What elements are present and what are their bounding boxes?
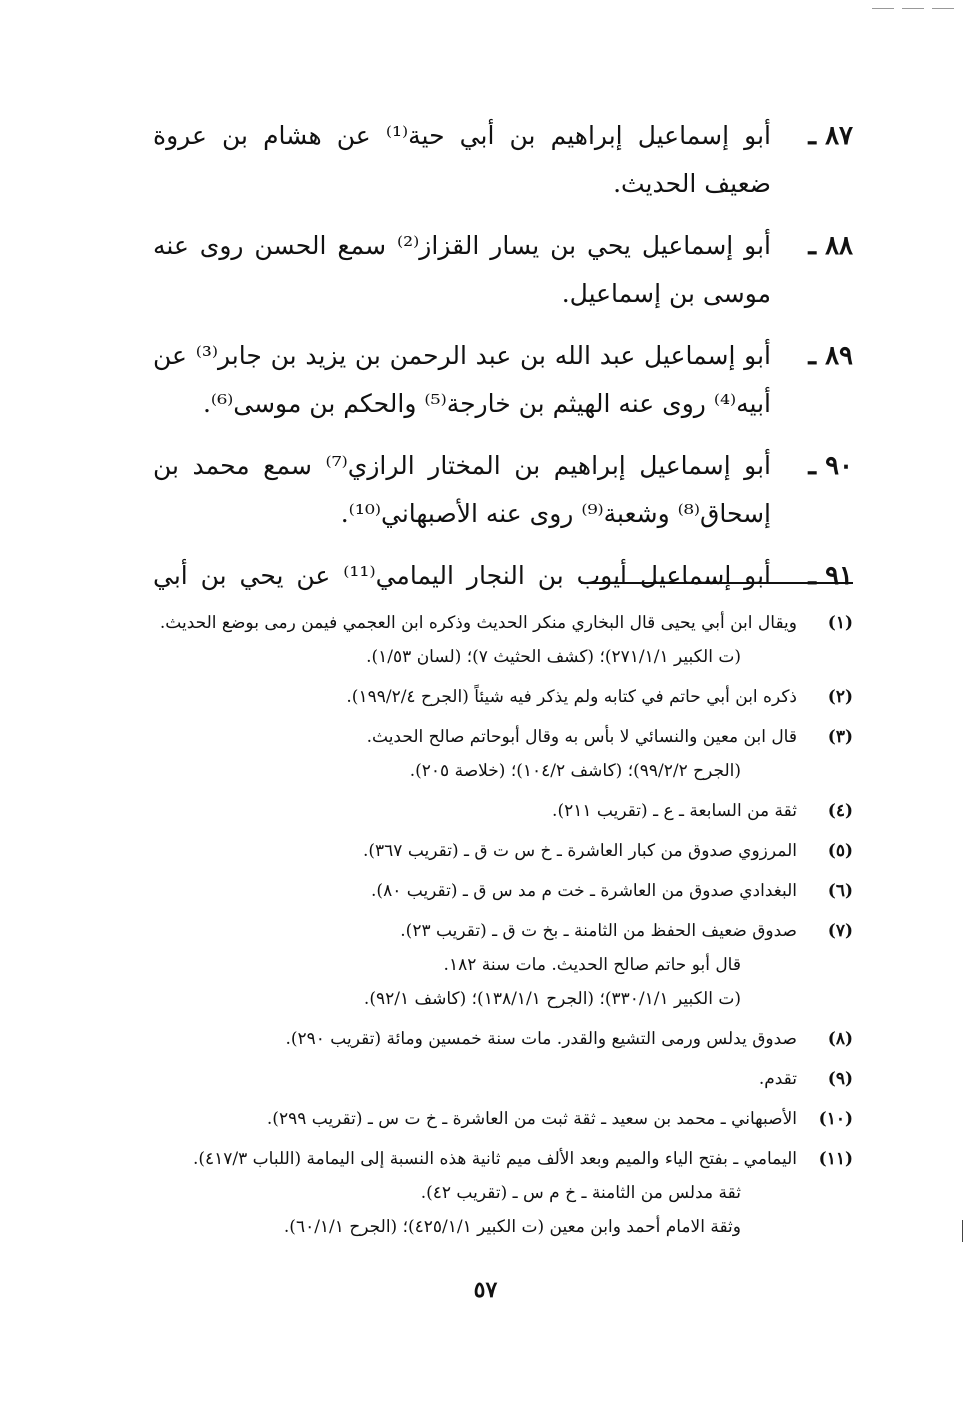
page-number: ٥٧: [473, 1277, 498, 1303]
entry-text: أبو إسماعيل يحي بن يسار القزاز⁽²⁾ سمع الحسن روى عنه موسى بن إسماعيل.: [153, 231, 771, 308]
footnote-number: (١١): [818, 1149, 853, 1169]
footnote-number: (٢): [827, 687, 853, 707]
footnote-line: صدوق يدلس ورمى التشيع والقدر. مات سنة خمسين ومائة (تقريب ٢٩٠).: [285, 1029, 797, 1049]
scan-mark: [962, 1220, 963, 1242]
footnote-5: [153, 834, 853, 868]
footnote-number: (٦): [827, 881, 853, 901]
entry-89: [153, 332, 853, 428]
footnote-line: (الجرح ٩٩/٢/٢)؛ (كاشف ١٠٤/٢)؛ (خلاصة ٢٠٥).: [409, 761, 741, 781]
footnote-line: المرزوي صدوق من كبار العاشرة ـ خ س ت ق ـ (تقريب ٣٦٧).: [362, 841, 797, 861]
footnote-separator: [581, 582, 853, 584]
footnote-8: [153, 1022, 853, 1056]
footnote-number: (١): [827, 613, 853, 633]
entry-text: أبو إسماعيل إبراهيم بن المختار الرازي⁽⁷⁾ سمع محمد بن إسحاق⁽⁸⁾ وشعبة⁽⁹⁾ روى عنه الأصبهاني⁽¹⁰⁾.: [153, 451, 772, 528]
footnote-4: [153, 794, 853, 828]
footnote-line: ثقة من السابعة ـ ع ـ (تقريب ٢١١).: [552, 801, 797, 821]
footnote-line: ثقة مدلس من الثامنة ـ خ م س ـ (تقريب ٤٢).: [420, 1183, 741, 1203]
entry-91: [153, 552, 853, 600]
footnote-line: (ت الكبير ٢٧١/١/١)؛ (كشف الحثيث ٧)؛ (لسان ١/٥٣).: [366, 647, 741, 667]
entry-87: [153, 112, 853, 208]
footnotes: [153, 606, 853, 1250]
footnote-number: (١٠): [818, 1109, 853, 1129]
scan-mark: [902, 8, 924, 9]
entry-90: [153, 442, 853, 538]
footnote-number: (٨): [827, 1029, 853, 1049]
footnote-6: [153, 874, 853, 908]
footnote-1: [153, 606, 853, 674]
footnote-line: صدوق ضعيف الحفظ من الثامنة ـ بخ ت ق ـ (تقريب ٢٣).: [400, 921, 797, 941]
footnote-line: (ت الكبير ٣٣٠/١/١)؛ (الجرح ١٣٨/١/١)؛ (كاشف ٩٢/١).: [363, 989, 741, 1009]
footnote-10: [153, 1102, 853, 1136]
footnote-7: [153, 914, 853, 1016]
entry-88: [153, 222, 853, 318]
footnote-number: (٩): [827, 1069, 853, 1089]
footnote-line: وثقة الامام أحمد وابن معين (ت الكبير ٤٢٥/١/١)؛ (الجرح ٦٠/١/١).: [283, 1217, 741, 1237]
scan-mark: [872, 8, 894, 9]
footnote-line: قال أبو حاتم صالح الحديث. مات سنة ١٨٢.: [443, 955, 741, 975]
footnote-9: [153, 1062, 853, 1096]
entry-number: ٩٠ ـ: [808, 451, 853, 481]
footnote-line: ويقال ابن أبي يحيى قال البخاري منكر الحديث وذكره ابن العجمي فيمن رمى بوضع الحديث.: [159, 613, 797, 633]
scan-mark: [932, 8, 954, 9]
entry-text: أبو إسماعيل أيوب بن النجار اليمامي⁽¹¹⁾ عن يحي بن أبي: [153, 561, 772, 590]
footnote-number: (٣): [827, 727, 853, 747]
entry-number: ٨٧ ـ: [808, 121, 853, 151]
footnote-number: (٧): [827, 921, 853, 941]
footnote-number: (٤): [827, 801, 853, 821]
footnote-number: (٥): [827, 841, 853, 861]
entry-text: أبو إسماعيل عبد الله بن عبد الرحمن بن يزيد بن جابر⁽³⁾ عن أبيه⁽⁴⁾ روى عنه الهيثم بن خارجة⁽⁵⁾ والحكم بن موسى⁽⁶⁾.: [153, 341, 771, 418]
main-entries: [153, 112, 853, 614]
entry-text: أبو إسماعيل إبراهيم بن أبي حية⁽¹⁾ عن هشام بن عروة ضعيف الحديث.: [153, 121, 771, 198]
footnote-line: البغدادي صدوق من العاشرة ـ خت م مد س ق ـ (تقريب ٨٠).: [371, 881, 797, 901]
entry-number: ٩١ ـ: [808, 561, 853, 591]
entry-number: ٨٩ ـ: [808, 341, 853, 371]
footnote-2: [153, 680, 853, 714]
footnote-line: تقدم.: [758, 1069, 797, 1089]
entry-number: ٨٨ ـ: [808, 231, 853, 261]
footnote-11: [153, 1142, 853, 1244]
footnote-line: قال ابن معين والنسائي لا بأس به وقال أبوحاتم صالح الحديث.: [366, 727, 797, 747]
footnote-line: اليمامي ـ بفتح الياء والميم وبعد الألف ميم ثانية هذه النسبة إلى اليمامة (اللباب ٤١٧/٣).: [192, 1149, 797, 1169]
footnote-line: الأصبهاني ـ محمد بن سعيد ـ ثقة ثبت من العاشرة ـ خ ت س ـ (تقريب ٢٩٩).: [266, 1109, 797, 1129]
footnote-3: [153, 720, 853, 788]
footnote-line: ذكره ابن أبي حاتم في كتابه ولم يذكر فيه شيئاً (الجرح ١٩٩/٢/٤).: [346, 687, 797, 707]
